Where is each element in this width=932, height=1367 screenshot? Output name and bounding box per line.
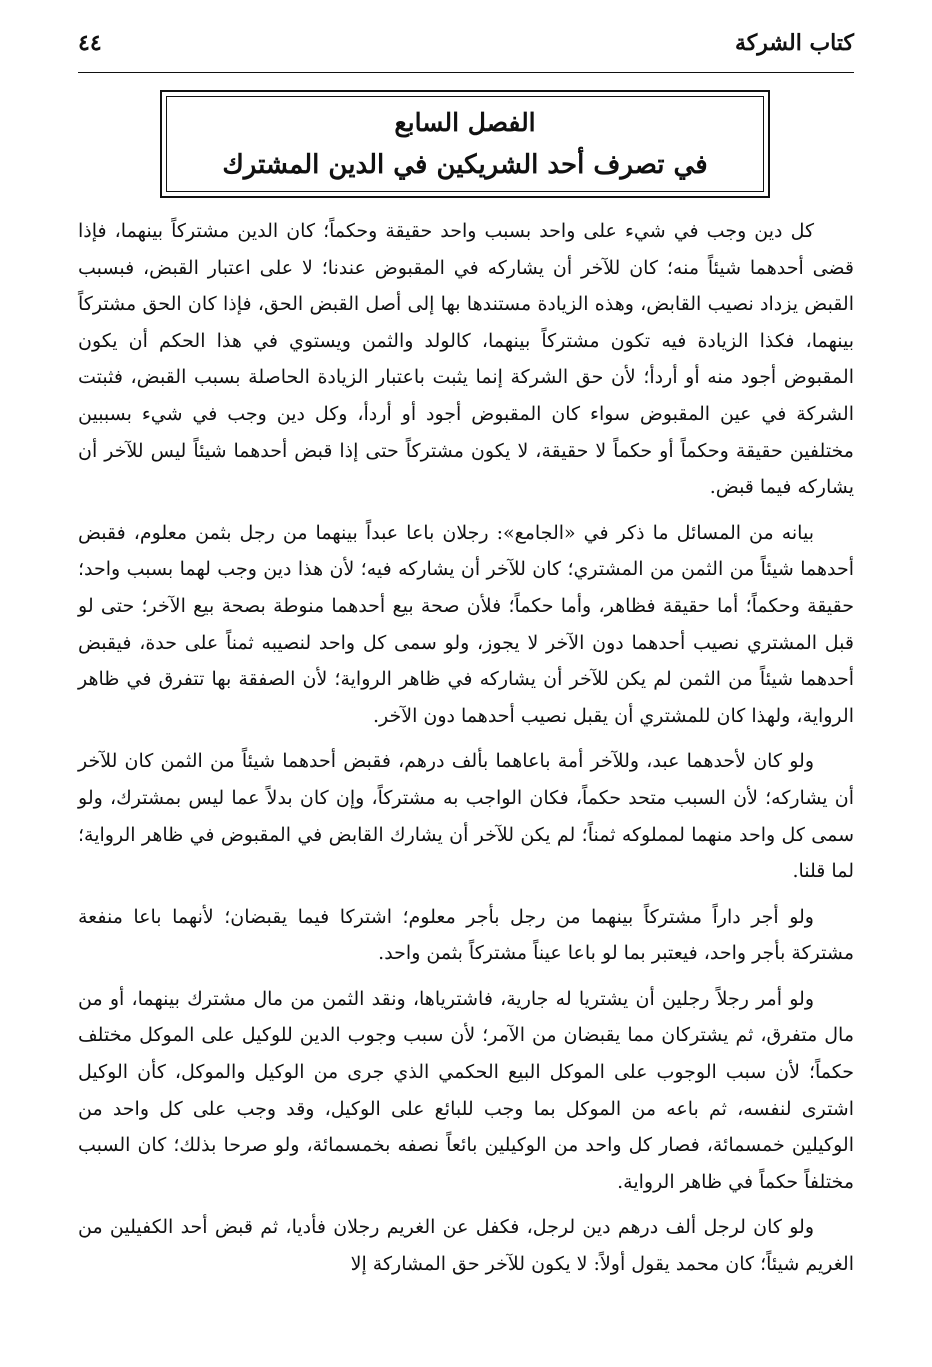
paragraph: كل دين وجب في شيء على واحد بسبب واحد حقيقة وحكماً؛ كان الدين مشتركاً بينهما، فإذا قضى أحدهما شيئاً منه؛ كان للآخر أن يشاركه في المقبوض عندنا؛ لا على اعتبار القبض، فبسبب القبض يزداد نصيب القابض، وهذه الزيادة مستندها بها إلى أصل القبض الحق، فإذا كان الحق مشتركاً بينهما، فكذا الزيادة فيه تكون مشتركاً بينهما، كالولد والثمن ويستوي في هذا الحكم أن يكون المقبوض أجود منه أو أردأ؛ لأن حق الشركة إنما يثبت باعتبار الزيادة الحاصلة بسبب القبض، فثبتت الشركة في عين المقبوض سواء كان المقبوض أجود أو أردأ، وكل دين وجب في شيء بسببين مختلفين حقيقة وحكماً أو حكماً لا حقيقة، لا يكون مشتركاً حتى إذا قبض أحدهما شيئاً ليس للآخر أن يشاركه فيما قبض.	[78, 220, 854, 499]
paragraph: ولو كان لأحدهما عبد، وللآخر أمة باعاهما بألف درهم، فقبض أحدهما شيئاً من الثمن كان للآخر أن يشاركه؛ لأن السبب متحد حكماً، فكان الواجب به مشتركاً، وإن كان بدلاً عما ليس بمشترك، ولو سمى كل واحد منهما لمملوكه ثمناً؛ لم يكن للآخر أن يشارك القابض في المقبوض في ظاهر الرواية؛ لما قلنا.	[78, 750, 854, 883]
running-header	[78, 30, 854, 56]
paragraph: ولو كان لرجل ألف درهم دين لرجل، فكفل عن الغريم رجلان فأديا، ثم قبض أحد الكفيلين من الغريم شيئاً؛ كان محمد يقول أولاً: لا يكون للآخر حق المشاركة إلا	[78, 1216, 854, 1276]
paragraph: ولو أمر رجلاً رجلين أن يشتريا له جارية، فاشترياها، ونقد الثمن من مال مشترك بينهما، أو من مال متفرق، ثم يشتركان مما يقبضان من الآمر؛ لأن سبب وجوب الدين للوكيل على الموكل مختلف حكماً؛ لأن سبب الوجوب على الموكل البيع الحكمي الذي جرى من الوكيل والموكل، كأن الوكيل اشترى لنفسه، ثم باعه من الموكل بما وجب للبائع على الوكيل، وقد وجب على كل واحد من الوكيلين خمسمائة، فصار كل واحد من الوكيلين بائعاً نصفه بخمسمائة، ولو صرحا بذلك؛ كان السبب مختلفاً حكماً في ظاهر الرواية.	[78, 987, 854, 1193]
page-number: ٤٤	[78, 30, 102, 56]
chapter-heading-frame	[160, 90, 770, 198]
paragraph: ولو أجر داراً مشتركاً بينهما من رجل بأجر معلوم؛ اشتركا فيما يقبضان؛ لأنهما باعا منفعة مشتركة بأجر واحد، فيعتبر بما لو باعا عيناً مشتركاً بثمن واحد.	[78, 905, 854, 965]
chapter-title: الفصل السابع	[394, 108, 536, 137]
running-title: كتاب الشركة	[734, 30, 854, 56]
body-text	[78, 213, 854, 1292]
header-rule	[78, 72, 854, 73]
paragraph: بيانه من المسائل ما ذكر في «الجامع»: رجلان باعا عبداً بينهما من رجل بثمن معلوم، فقبض أحدهما شيئاً من الثمن من المشتري؛ كان للآخر أن يشاركه فيه؛ لأن هذا دين وجب لهما بسبب واحد؛ حقيقة وحكماً؛ أما حقيقة فظاهر، وأما حكماً؛ فلأن صحة بيع أحدهما منوطة بصحة بيع الآخر؛ حتى لو قبل المشتري نصيب أحدهما دون الآخر لا يجوز، ولو سمى كل واحد لنصيبه ثمناً على حدة، فيقبض أحدهما شيئاً من الثمن لم يكن للآخر أن يشاركه في ظاهر الرواية؛ لأن الصفقة بها تتفرق في ظاهر الرواية، ولهذا كان للمشتري أن يقبل نصيب أحدهما دون الآخر.	[78, 521, 854, 727]
chapter-subtitle: في تصرف أحد الشريكين في الدين المشترك	[222, 150, 708, 180]
chapter-heading-inner-frame	[166, 96, 764, 192]
